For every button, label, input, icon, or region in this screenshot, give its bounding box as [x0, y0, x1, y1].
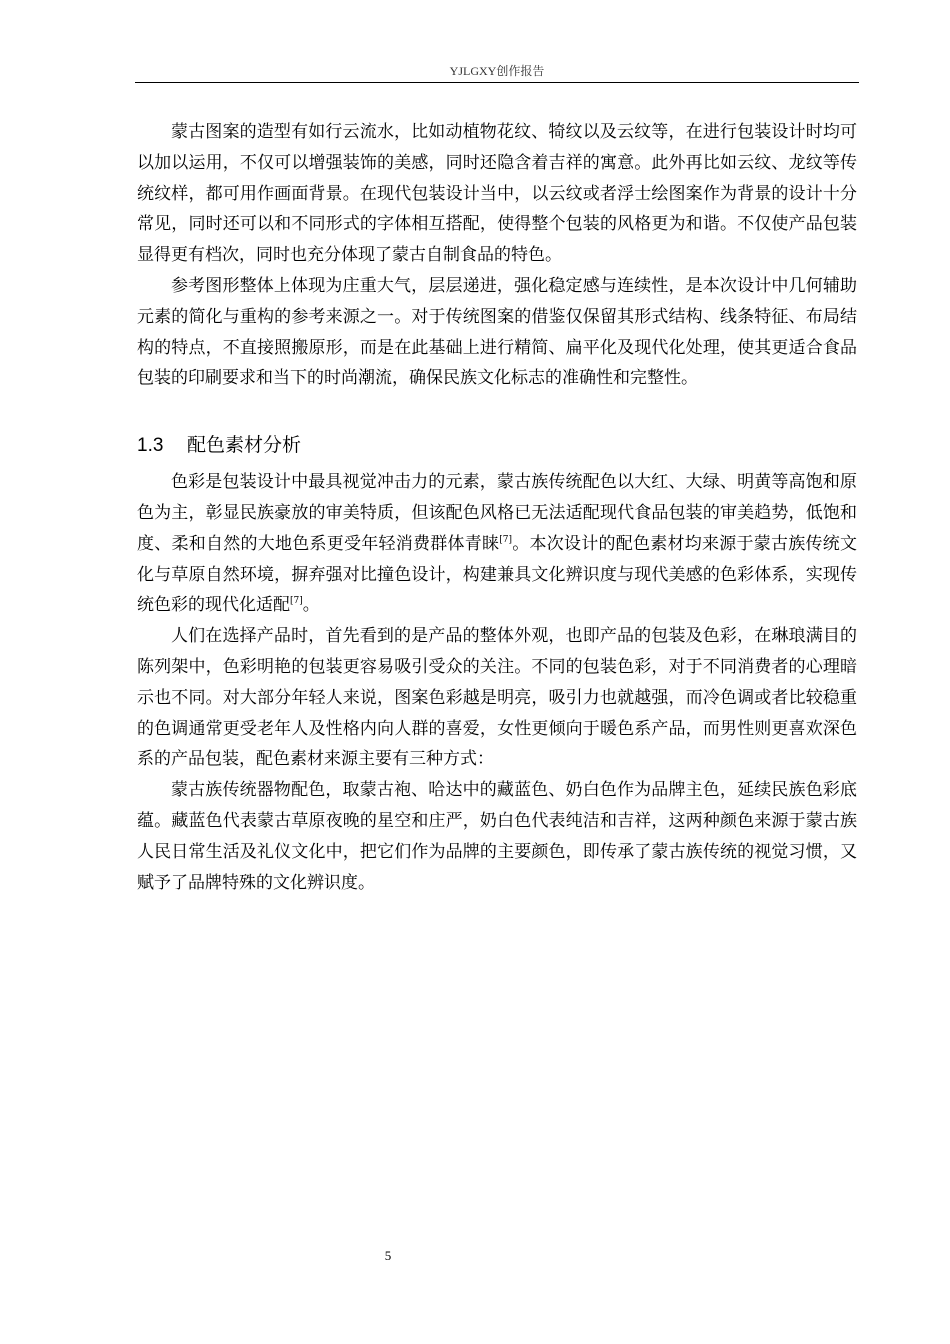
- header-title: YJLGXY创作报告: [449, 64, 545, 78]
- citation-ref: [7]: [290, 596, 303, 607]
- section-title: 配色素材分析: [187, 434, 302, 457]
- color-analysis-text-2: 。本次设计的配色素材均来源于蒙古族传统文化与草原自然环境，摒弃强对比撞色设计，构建兼具文化辨识度与现代美感的色彩体系，实现传统色彩的现代化适配: [137, 533, 857, 616]
- paragraph-traditional-colors: 蒙古族传统器物配色，取蒙古袍、哈达中的藏蓝色、奶白色作为品牌主色，延续民族色彩底蕴。藏蓝色代表蒙古草原夜晚的星空和庄严，奶白色代表纯洁和吉祥，这两种颜色来源于蒙古族人民日常生活及礼仪文化中，把它们作为品牌的主要颜色，即传承了蒙古族传统的视觉习惯，又赋予了品牌特殊的文化辨识度。: [137, 780, 857, 893]
- paragraph-color-analysis: [137, 467, 857, 621]
- paragraph-reference-graphics: 参考图形整体上体现为庄重大气，层层递进，强化稳定感与连续性，是本次设计中几何辅助元素的简化与重构的参考来源之一。对于传统图案的借鉴仅保留其形式结构、线条特征、布局结构的特点，不直接照搬原形，而是在此基础上进行精简、扁平化及现代化处理，使其更适合食品包装的印刷要求和当下的时尚潮流，确保民族文化标志的准确性和完整性。: [137, 275, 857, 389]
- page-number: 5: [384, 1248, 392, 1263]
- section-heading: [137, 430, 857, 461]
- color-analysis-text-1: 色彩是包装设计中最具视觉冲击力的元素，蒙古族传统配色以大红、大绿、明黄等高饱和原色为主，彰显民族豪放的审美特质，但该配色风格已无法适配现代食品包装的审美趋势，低饱和度、柔和自然的大地色系更受年轻消费群体青睐: [137, 472, 857, 554]
- citation-ref: [7]: [499, 534, 512, 545]
- paragraph-consumer-psychology: 人们在选择产品时，首先看到的是产品的整体外观，也即产品的包装及色彩，在琳琅满目的陈列架中，色彩明艳的包装更容易吸引受众的关注。不同的包装色彩，对于不同消费者的心理暗示也不同。对大部分年轻人来说，图案色彩越是明亮，吸引力也就越强，而冷色调或者比较稳重的色调通常更受老年人及性格内向人群的喜爱，女性更倾向于暖色系产品，而男性则更喜欢深色系的产品包装，配色素材来源主要有三种方式：: [137, 626, 857, 770]
- paragraph-pattern-shapes: 蒙古图案的造型有如行云流水，比如动植物花纹、犄纹以及云纹等，在进行包装设计时均可以加以运用，不仅可以增强装饰的美感，同时还隐含着吉祥的寓意。此外再比如云纹、龙纹等传统纹样，都可用作画面背景。在现代包装设计当中，以云纹或者浮士绘图案作为背景的设计十分常见，同时还可以和不同形式的字体相互搭配，使得整个包装的风格更为和谐。不仅使产品包装显得更有档次，同时也充分体现了蒙古自制食品的特色。: [137, 122, 857, 266]
- page-header: [135, 64, 859, 83]
- section-number: 1.3: [137, 435, 164, 457]
- document-body: [137, 117, 857, 898]
- color-analysis-text-3: 。: [302, 595, 320, 616]
